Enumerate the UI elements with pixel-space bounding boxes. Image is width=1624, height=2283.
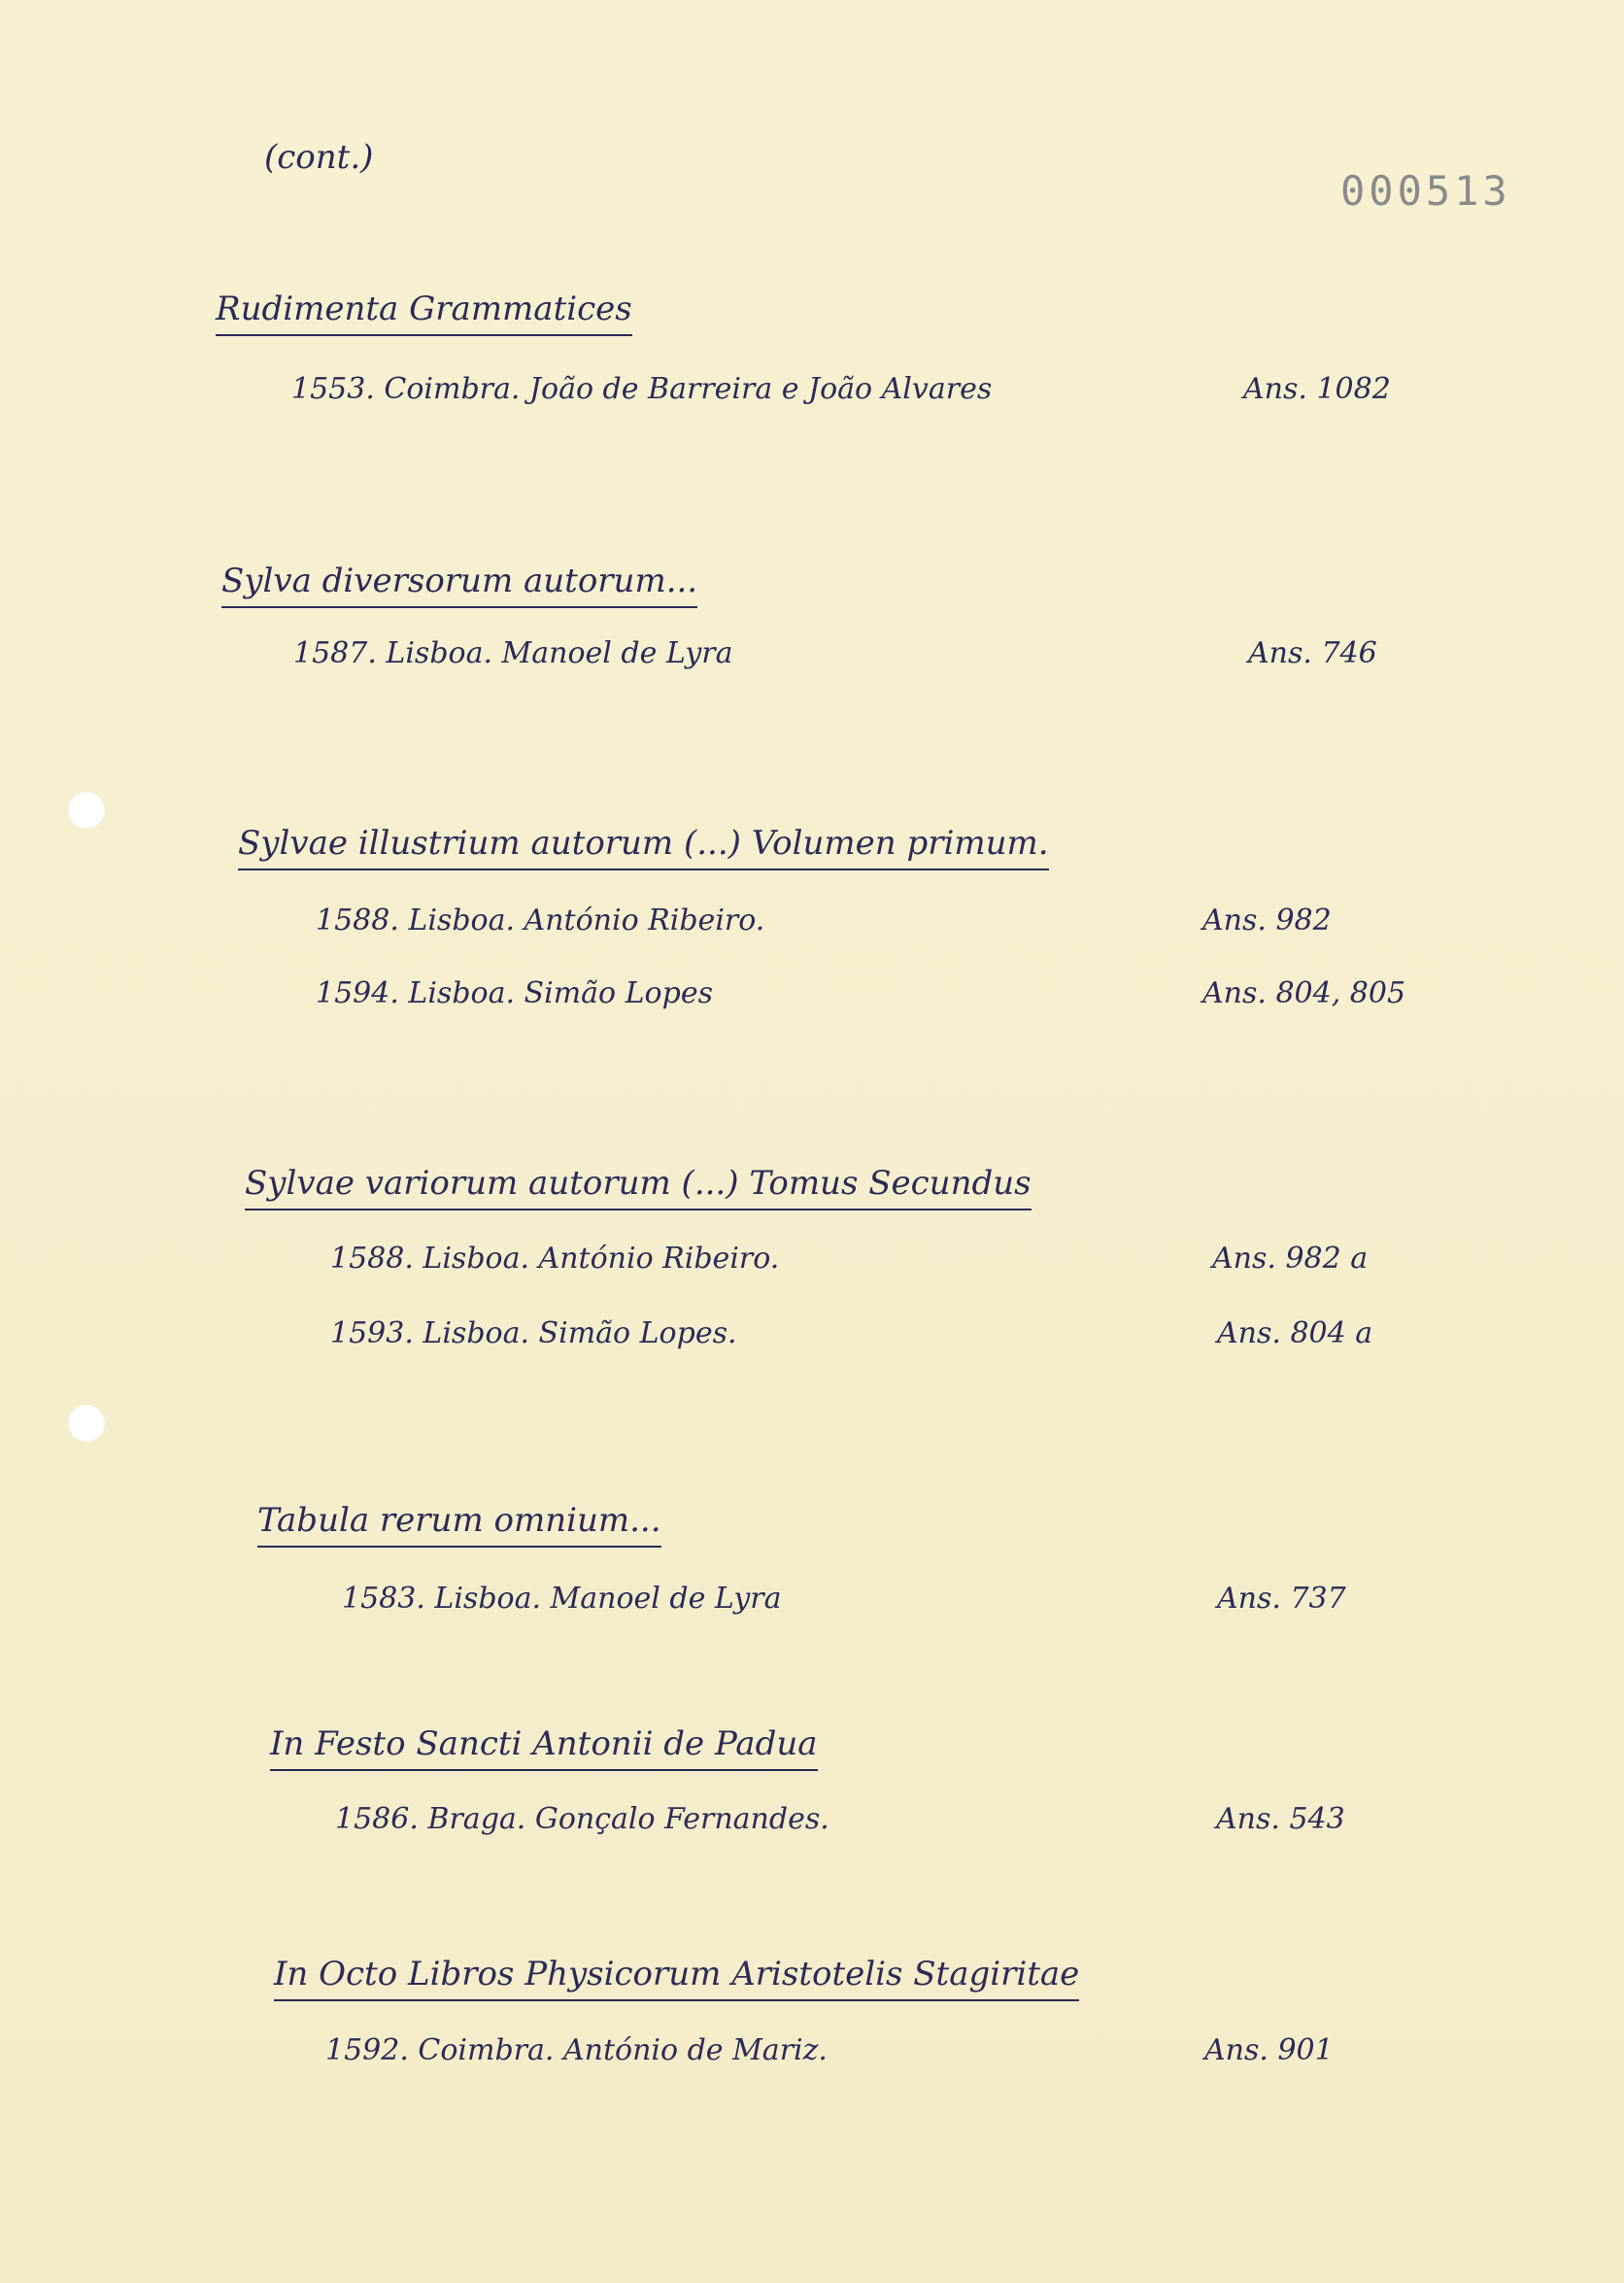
- entry-reference: Ans. 543: [1216, 1802, 1345, 1836]
- entry-reference: Ans. 737: [1217, 1582, 1346, 1616]
- entry-reference: Ans. 804 a: [1217, 1316, 1373, 1350]
- entry-reference: Ans. 982: [1202, 903, 1332, 937]
- entry-text: 1592. Coimbra. António de Mariz.: [325, 2033, 828, 2067]
- entry-text: 1583. Lisboa. Manoel de Lyra: [342, 1582, 782, 1616]
- section-title: Rudimenta Grammatices: [216, 290, 632, 336]
- punch-hole-bottom: [68, 1405, 105, 1442]
- section-title: In Octo Libros Physicorum Aristotelis Stagiritae: [274, 1955, 1079, 2001]
- section-title: Sylvae illustrium autorum (...) Volumen primum.: [238, 824, 1049, 870]
- section-title: Sylvae variorum autorum (...) Tomus Secundus: [245, 1164, 1032, 1210]
- continued-label: (cont.): [264, 138, 374, 177]
- entry-reference: Ans. 982 a: [1212, 1242, 1369, 1276]
- entry-reference: Ans. 804, 805: [1202, 976, 1406, 1010]
- page-number-stamp: 000513: [1340, 167, 1511, 215]
- entry-reference: Ans. 1082: [1243, 372, 1391, 406]
- entry-reference: Ans. 901: [1204, 2033, 1334, 2067]
- entry-text: 1593. Lisboa. Simão Lopes.: [330, 1316, 737, 1350]
- punch-hole-top: [68, 792, 105, 829]
- entry-text: 1553. Coimbra. João de Barreira e João Alvares: [291, 372, 993, 406]
- entry-text: 1588. Lisboa. António Ribeiro.: [316, 903, 765, 937]
- entry-text: 1594. Lisboa. Simão Lopes: [316, 976, 713, 1010]
- entry-text: 1588. Lisboa. António Ribeiro.: [330, 1242, 780, 1276]
- section-title: In Festo Sancti Antonii de Padua: [270, 1724, 818, 1771]
- entry-text: 1586. Braga. Gonçalo Fernandes.: [335, 1802, 829, 1836]
- section-title: Tabula rerum omnium...: [257, 1501, 661, 1548]
- section-title: Sylva diversorum autorum...: [221, 562, 697, 608]
- entry-reference: Ans. 746: [1248, 636, 1377, 670]
- entry-text: 1587. Lisboa. Manoel de Lyra: [293, 636, 733, 670]
